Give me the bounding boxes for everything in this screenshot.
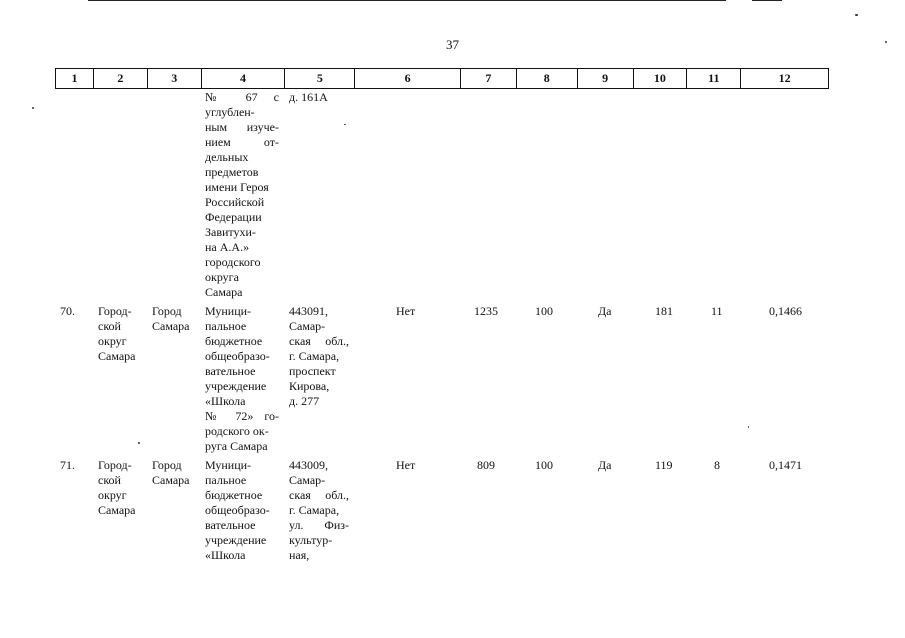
header-cell: 11: [687, 69, 741, 88]
text-line: общеобразо-: [205, 503, 270, 517]
header-cell: 10: [634, 69, 688, 88]
row-70-col12: 0,1466: [769, 304, 802, 318]
text-line: углублен-: [205, 105, 255, 119]
continuation-col5: [289, 90, 351, 105]
text-line: Самар-: [289, 473, 326, 487]
row-70-col4: [205, 304, 279, 454]
header-cell: 3: [148, 69, 202, 88]
scan-speck: [32, 107, 34, 109]
text-line: Город: [152, 304, 182, 318]
row-70-col8: 100: [535, 304, 553, 318]
scan-speck: [138, 442, 140, 444]
row-71-col11: 8: [714, 458, 720, 472]
text-line: Российской: [205, 195, 265, 209]
text-line: имени Героя: [205, 180, 269, 194]
page-number: 37: [446, 37, 459, 52]
text-line: 443009,: [289, 458, 328, 472]
text-line: ская обл.,: [289, 488, 349, 502]
header-cell: 7: [461, 69, 517, 88]
text-line: предметов: [205, 165, 259, 179]
row-71-col10: 119: [655, 458, 673, 472]
text-line: пальное: [205, 473, 247, 487]
row-70-col3: [152, 304, 202, 334]
scan-speck: [748, 426, 749, 428]
text-line: вательное: [205, 518, 256, 532]
row-70-number: 70.: [60, 304, 75, 318]
header-cell: 6: [355, 69, 461, 88]
text-line: округа: [205, 270, 239, 284]
row-71-col8: 100: [535, 458, 553, 472]
header-cell: 5: [285, 69, 355, 88]
text-line: Самара: [98, 503, 136, 517]
row-70-col6: Нет: [396, 304, 416, 318]
header-cell: 1: [56, 69, 94, 88]
row-71-col3: [152, 458, 202, 488]
text-line: 443091,: [289, 304, 328, 318]
text-line: дельных: [205, 150, 249, 164]
text-line: Город-: [98, 458, 132, 472]
text-line: г. Самара,: [289, 349, 340, 363]
table-header-row: [55, 68, 829, 89]
text-line: ул. Физ-: [289, 518, 349, 532]
header-cell: 8: [517, 69, 578, 88]
text-line: Муници-: [205, 304, 252, 318]
header-cell: 9: [578, 69, 634, 88]
text-line: г. Самара,: [289, 503, 340, 517]
text-line: бюджетное: [205, 488, 263, 502]
text-line: Город: [152, 458, 182, 472]
text-line: Завитухи-: [205, 225, 256, 239]
row-71-col5: [289, 458, 349, 563]
scan-speck: [344, 124, 346, 125]
text-line: учреждение: [205, 379, 267, 393]
text-line: д. 277: [289, 394, 320, 408]
header-cell: 2: [94, 69, 148, 88]
text-line: Самара: [205, 285, 243, 299]
text-line: ской: [98, 473, 121, 487]
text-line: «Школа: [205, 548, 246, 562]
row-70-col11: 11: [711, 304, 723, 318]
text-line: округ: [98, 334, 127, 348]
row-70-col5: [289, 304, 349, 409]
row-71-col6: Нет: [396, 458, 416, 472]
text-line: нием от-: [205, 135, 279, 149]
scan-speck: [855, 14, 858, 16]
text-line: Город-: [98, 304, 132, 318]
header-cell: 4: [202, 69, 286, 88]
text-line: проспект: [289, 364, 336, 378]
row-71-col2: [98, 458, 148, 518]
text-line: общеобразо-: [205, 349, 270, 363]
text-line: округ: [98, 488, 127, 502]
row-70-col9: Да: [598, 304, 612, 318]
text-line: № 72» го-: [205, 409, 279, 423]
text-line: № 67 с: [205, 90, 279, 104]
text-line: пальное: [205, 319, 247, 333]
text-line: Самар-: [289, 319, 326, 333]
text-line: ской: [98, 319, 121, 333]
text-line: Самара: [152, 319, 190, 333]
text-line: ская обл.,: [289, 334, 349, 348]
text-line: вательное: [205, 364, 256, 378]
continuation-col4: [205, 90, 279, 300]
text-line: бюджетное: [205, 334, 263, 348]
top-rule-right: [752, 0, 782, 1]
row-71-col4: [205, 458, 279, 563]
row-70-col7: 1235: [474, 304, 498, 318]
text-line: родского ок-: [205, 424, 269, 438]
text-line: руга Самара: [205, 439, 268, 453]
text-line: Самара: [98, 349, 136, 363]
text-line: культур-: [289, 533, 333, 547]
text-line: на А.А.»: [205, 240, 250, 254]
text-line: ным изуче-: [205, 120, 279, 134]
text-line: Муници-: [205, 458, 252, 472]
text-line: ная,: [289, 548, 310, 562]
text-line: Кирова,: [289, 379, 330, 393]
row-70-col10: 181: [655, 304, 673, 318]
text-line: городского: [205, 255, 261, 269]
row-71-number: 71.: [60, 458, 75, 472]
row-70-col2: [98, 304, 148, 364]
row-71-col7: 809: [477, 458, 495, 472]
row-71-col12: 0,1471: [769, 458, 802, 472]
top-rule-left: [88, 0, 726, 1]
text-line: д. 161А: [289, 90, 328, 104]
text-line: «Школа: [205, 394, 246, 408]
text-line: Самара: [152, 473, 190, 487]
header-cell: 12: [778, 71, 791, 85]
text-line: учреждение: [205, 533, 267, 547]
text-line: Федерации: [205, 210, 262, 224]
scan-speck: [885, 41, 887, 43]
row-71-col9: Да: [598, 458, 612, 472]
